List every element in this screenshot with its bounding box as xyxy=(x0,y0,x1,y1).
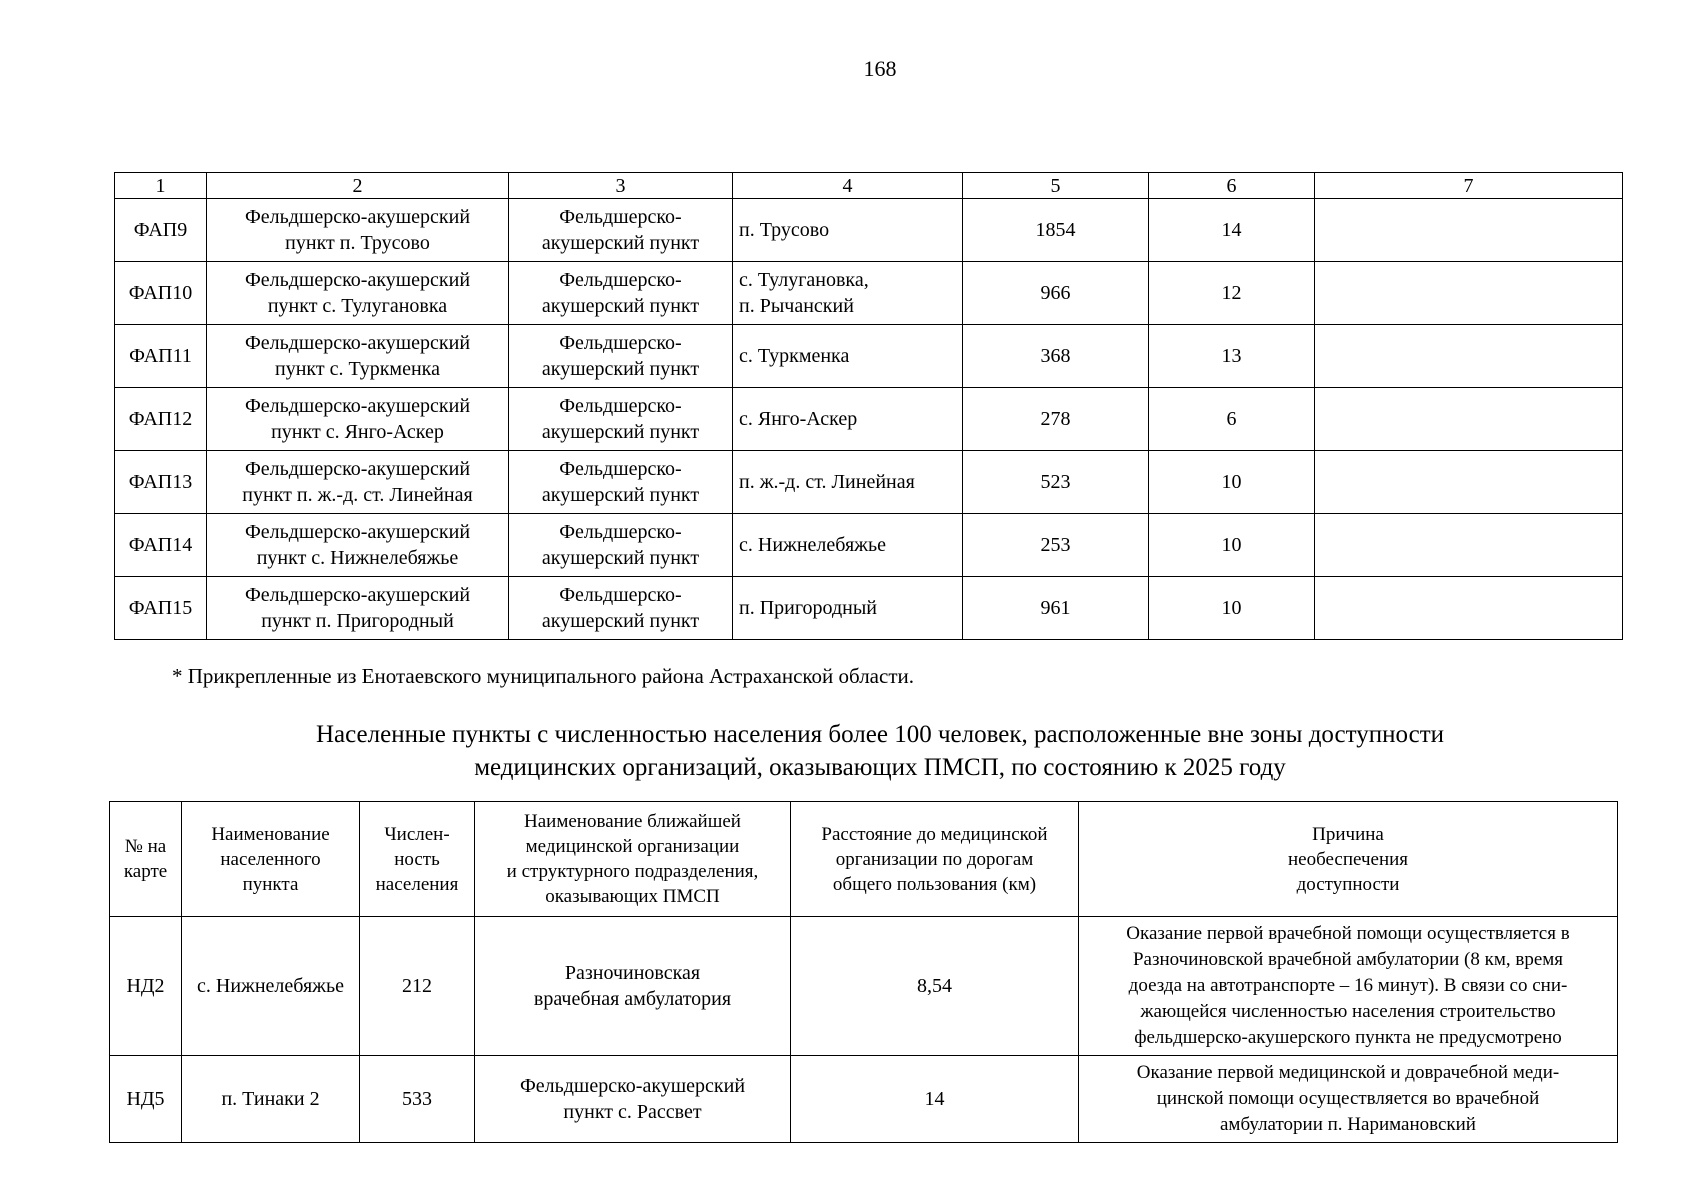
distance-value: 8,54 xyxy=(791,917,1079,1056)
facility-name xyxy=(207,199,509,262)
type-line: Фельдшерско- xyxy=(559,332,682,354)
column6-value: 6 xyxy=(1149,388,1315,451)
name-line: Фельдшерско-акушерский xyxy=(244,269,471,291)
facility-name xyxy=(207,451,509,514)
facility-id: ФАП9 xyxy=(115,199,207,262)
name-line: пункт с. Нижнелебяжье xyxy=(256,547,459,569)
column6-value: 10 xyxy=(1149,451,1315,514)
column6-value: 10 xyxy=(1149,577,1315,640)
column7-value xyxy=(1315,514,1623,577)
population-value: 278 xyxy=(963,388,1149,451)
section-title-line: медицинских организаций, оказывающих ПМСП, по состоянию к 2025 году xyxy=(474,754,1286,781)
header-reason: Причина необеспечения доступности xyxy=(1079,802,1618,917)
name-line: пункт с. Янго-Аскер xyxy=(271,421,444,443)
column-number: 3 xyxy=(509,173,733,199)
name-line: пункт п. Пригородный xyxy=(261,610,454,632)
column7-value xyxy=(1315,451,1623,514)
column6-value: 13 xyxy=(1149,325,1315,388)
type-line: акушерский пункт xyxy=(541,547,700,569)
column7-value xyxy=(1315,325,1623,388)
column6-value: 12 xyxy=(1149,262,1315,325)
facility-id: ФАП10 xyxy=(115,262,207,325)
type-line: акушерский пункт xyxy=(541,358,700,380)
facility-id: ФАП11 xyxy=(115,325,207,388)
facility-type xyxy=(509,262,733,325)
table-row xyxy=(110,917,1618,1056)
type-line: Фельдшерско- xyxy=(559,395,682,417)
facility-location xyxy=(733,577,963,640)
type-line: акушерский пункт xyxy=(541,484,700,506)
table-row xyxy=(115,514,1623,577)
location-line: с. Тулугановка, xyxy=(739,269,869,291)
header-map-number: № на карте xyxy=(110,802,182,917)
reason-text: Оказание первой медицинской и доврачебной меди- цинской помощи осуществляется во врачебной амбулатории п. Наримановский xyxy=(1079,1056,1618,1143)
facility-location xyxy=(733,199,963,262)
footnote: * Прикрепленные из Енотаевского муниципального района Астраханской области. xyxy=(172,664,914,688)
name-line: Фельдшерско-акушерский xyxy=(244,332,471,354)
location-line: с. Нижнелебяжье xyxy=(739,534,886,556)
column-number: 4 xyxy=(733,173,963,199)
table-row xyxy=(115,325,1623,388)
map-number: НД5 xyxy=(110,1056,182,1143)
table-row xyxy=(115,388,1623,451)
column6-value: 14 xyxy=(1149,199,1315,262)
type-line: Фельдшерско- xyxy=(559,458,682,480)
name-line: пункт с. Туркменка xyxy=(275,358,440,380)
header-settlement: Наименование населенного пункта xyxy=(182,802,360,917)
location-line: с. Туркменка xyxy=(739,345,850,367)
facility-location xyxy=(733,451,963,514)
column7-value xyxy=(1315,262,1623,325)
column-number: 7 xyxy=(1315,173,1623,199)
type-line: акушерский пункт xyxy=(541,610,700,632)
distance-value: 14 xyxy=(791,1056,1079,1143)
population-value: 966 xyxy=(963,262,1149,325)
location-line: с. Янго-Аскер xyxy=(739,408,858,430)
facility-type xyxy=(509,199,733,262)
table-row xyxy=(115,262,1623,325)
population-value: 523 xyxy=(963,451,1149,514)
population-value: 212 xyxy=(360,917,475,1056)
table-header-row xyxy=(115,173,1623,199)
population-value: 253 xyxy=(963,514,1149,577)
facility-name xyxy=(207,325,509,388)
facility-location xyxy=(733,514,963,577)
facility-id: ФАП14 xyxy=(115,514,207,577)
location-line: п. Трусово xyxy=(739,219,830,241)
column-number: 6 xyxy=(1149,173,1315,199)
column6-value: 10 xyxy=(1149,514,1315,577)
facilities-table xyxy=(114,172,1623,640)
name-line: Фельдшерско-акушерский xyxy=(244,584,471,606)
settlements-table xyxy=(109,801,1618,1143)
name-line: пункт с. Тулугановка xyxy=(267,295,448,317)
map-number: НД2 xyxy=(110,917,182,1056)
type-line: Фельдшерско- xyxy=(559,584,682,606)
location-line: п. Пригородный xyxy=(739,597,877,619)
table-header-row xyxy=(110,802,1618,917)
column-number: 5 xyxy=(963,173,1149,199)
column-number: 1 xyxy=(115,173,207,199)
facility-name xyxy=(207,577,509,640)
name-line: пункт п. ж.-д. ст. Линейная xyxy=(242,484,473,506)
table-row xyxy=(115,199,1623,262)
column7-value xyxy=(1315,199,1623,262)
facility-id: ФАП13 xyxy=(115,451,207,514)
settlement-name: с. Нижнелебяжье xyxy=(182,917,360,1056)
type-line: акушерский пункт xyxy=(541,421,700,443)
section-title xyxy=(0,718,1697,784)
facility-type xyxy=(509,388,733,451)
facility-name xyxy=(207,388,509,451)
type-line: акушерский пункт xyxy=(541,295,700,317)
table-row xyxy=(110,1056,1618,1143)
header-nearest-org: Наименование ближайшей медицинской организации и структурного подразделения, оказывающих ПМСП xyxy=(475,802,791,917)
page-number: 168 xyxy=(863,56,897,81)
population-value: 533 xyxy=(360,1056,475,1143)
facility-id: ФАП12 xyxy=(115,388,207,451)
facility-id: ФАП15 xyxy=(115,577,207,640)
settlement-name: п. Тинаки 2 xyxy=(182,1056,360,1143)
population-value: 368 xyxy=(963,325,1149,388)
facility-name xyxy=(207,262,509,325)
type-line: акушерский пункт xyxy=(541,232,700,254)
facility-type xyxy=(509,514,733,577)
facility-name xyxy=(207,514,509,577)
column7-value xyxy=(1315,388,1623,451)
name-line: пункт п. Трусово xyxy=(285,232,430,254)
column7-value xyxy=(1315,577,1623,640)
nearest-org: Фельдшерско-акушерский пункт с. Рассвет xyxy=(475,1056,791,1143)
location-line: п. Рычанский xyxy=(739,295,854,317)
name-line: Фельдшерско-акушерский xyxy=(244,521,471,543)
name-line: Фельдшерско-акушерский xyxy=(244,206,471,228)
table-row xyxy=(115,451,1623,514)
location-line: п. ж.-д. ст. Линейная xyxy=(739,471,915,493)
facility-type xyxy=(509,451,733,514)
facility-location xyxy=(733,325,963,388)
reason-text: Оказание первой врачебной помощи осуществляется в Разночиновской врачебной амбулатории (8 км, время доезда на автотранспорте – 16 минут). В связи со сни- жающейся численностью населения строительство фельдшерско-акушерского пункта не предусмотрено xyxy=(1079,917,1618,1056)
name-line: Фельдшерско-акушерский xyxy=(244,395,471,417)
nearest-org: Разночиновская врачебная амбулатория xyxy=(475,917,791,1056)
table-row xyxy=(115,577,1623,640)
header-distance: Расстояние до медицинской организации по дорогам общего пользования (км) xyxy=(791,802,1079,917)
section-title-line: Населенные пункты с численностью населения более 100 человек, расположенные вне зоны доступности xyxy=(315,721,1445,748)
facility-location xyxy=(733,262,963,325)
type-line: Фельдшерско- xyxy=(559,206,682,228)
facility-location xyxy=(733,388,963,451)
column-number: 2 xyxy=(207,173,509,199)
name-line: Фельдшерско-акушерский xyxy=(244,458,471,480)
type-line: Фельдшерско- xyxy=(559,521,682,543)
type-line: Фельдшерско- xyxy=(559,269,682,291)
facility-type xyxy=(509,325,733,388)
population-value: 1854 xyxy=(963,199,1149,262)
header-population: Числен- ность населения xyxy=(360,802,475,917)
population-value: 961 xyxy=(963,577,1149,640)
facility-type xyxy=(509,577,733,640)
